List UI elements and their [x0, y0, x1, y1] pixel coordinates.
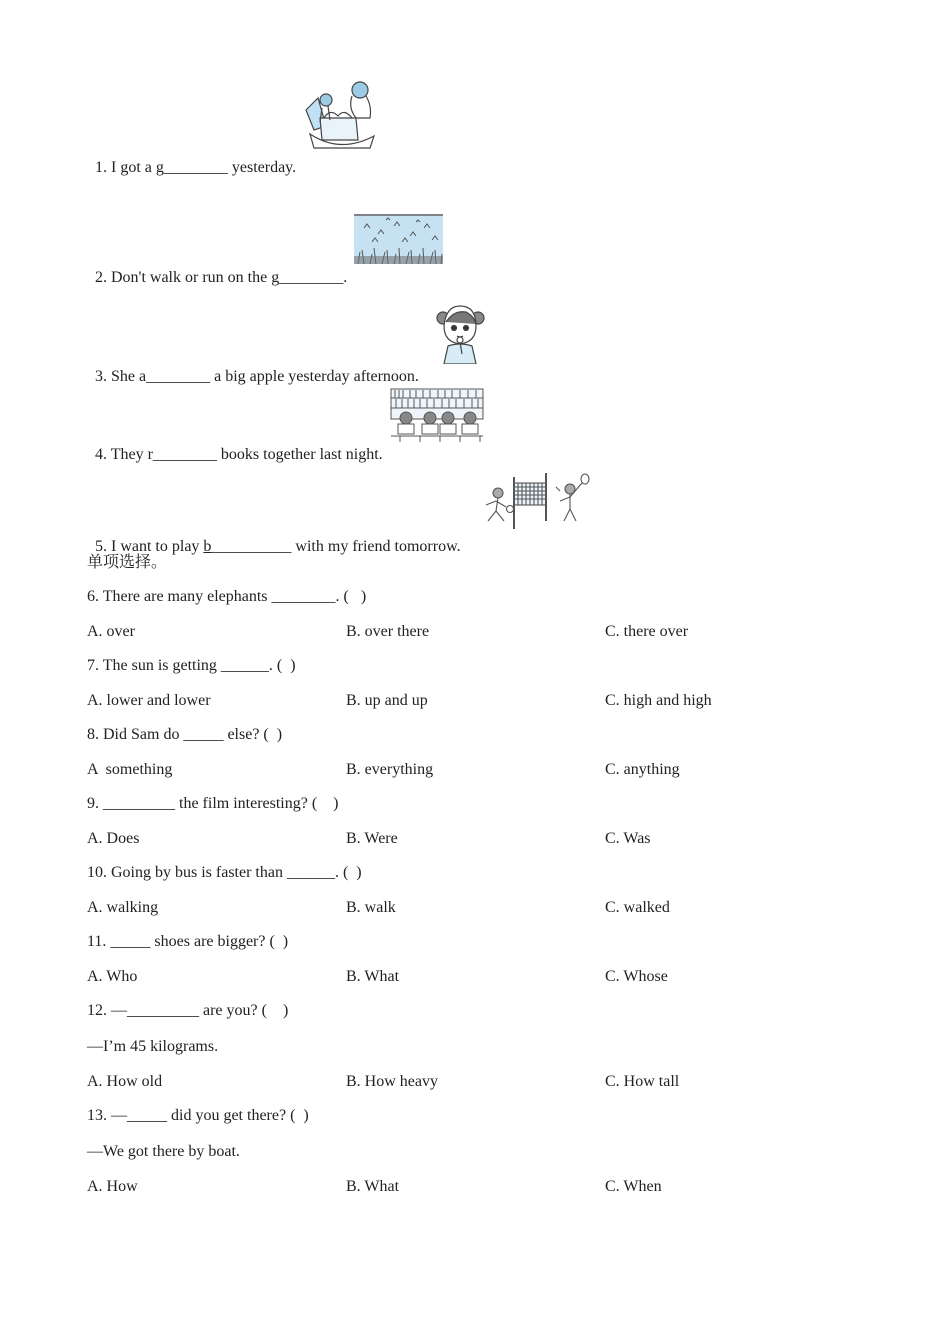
option-b[interactable]: B. everything [346, 761, 434, 778]
option-a[interactable]: A. lower and lower [87, 692, 211, 709]
option-a[interactable]: A. over [87, 623, 135, 640]
question-stem: 13. —_____ did you get there? ( ) [87, 1107, 309, 1124]
fill-in-3: 3. She a________ a big apple yesterday afternoon. [95, 368, 419, 385]
question-stem: 12. —_________ are you? ( ) [87, 1002, 289, 1019]
option-c[interactable]: C. there over [605, 623, 689, 640]
given-letter: g [155, 159, 164, 176]
option-a[interactable]: A. How old [87, 1073, 163, 1090]
badminton-players-icon [474, 471, 592, 529]
option-b[interactable]: B. How heavy [346, 1073, 438, 1090]
option-b[interactable]: B. up and up [346, 692, 428, 709]
option-a[interactable]: A. How [87, 1178, 138, 1195]
option-c[interactable]: C. anything [605, 761, 680, 778]
question-stem: 8. Did Sam do _____ else? ( ) [87, 726, 283, 743]
given-letter: b [203, 538, 212, 555]
option-b[interactable]: B. What [346, 1178, 400, 1195]
option-b[interactable]: B. walk [346, 899, 396, 916]
option-a[interactable]: A something [87, 761, 173, 778]
option-c[interactable]: C. How tall [605, 1073, 680, 1090]
option-b[interactable]: B. Were [346, 830, 398, 847]
grass-field-icon [354, 214, 443, 264]
section-title: 单项选择。 [87, 554, 168, 571]
option-c[interactable]: C. Was [605, 830, 651, 847]
option-b[interactable]: B. over there [346, 623, 430, 640]
dialogue-line: —We got there by boat. [87, 1143, 240, 1160]
fill-in-1: 1. I got a g________ yesterday. [95, 159, 297, 176]
gift-box-children-icon [300, 78, 378, 150]
fill-in-5: 5. I want to play b__________ with my friend tomorrow. [95, 538, 461, 555]
option-a[interactable]: A. Who [87, 968, 138, 985]
question-stem: 10. Going by bus is faster than ______. ( ) [87, 864, 362, 881]
dialogue-line: —I’m 45 kilograms. [87, 1038, 219, 1055]
question-stem: 6. There are many elephants ________. ( ) [87, 588, 367, 605]
given-letter: g [271, 269, 280, 286]
fill-in-4: 4. They r________ books together last night. [95, 446, 383, 463]
option-a[interactable]: A. Does [87, 830, 140, 847]
question-stem: 9. _________ the film interesting? ( ) [87, 795, 339, 812]
option-b[interactable]: B. What [346, 968, 400, 985]
option-c[interactable]: C. walked [605, 899, 670, 916]
option-a[interactable]: A. walking [87, 899, 159, 916]
fill-in-2: 2. Don't walk or run on the g________. [95, 269, 348, 286]
question-stem: 11. _____ shoes are bigger? ( ) [87, 933, 289, 950]
question-stem: 7. The sun is getting ______. ( ) [87, 657, 296, 674]
option-c[interactable]: C. When [605, 1178, 662, 1195]
girl-eating-icon [432, 302, 488, 364]
children-reading-library-icon [390, 388, 484, 442]
option-c[interactable]: C. Whose [605, 968, 668, 985]
option-c[interactable]: C. high and high [605, 692, 712, 709]
